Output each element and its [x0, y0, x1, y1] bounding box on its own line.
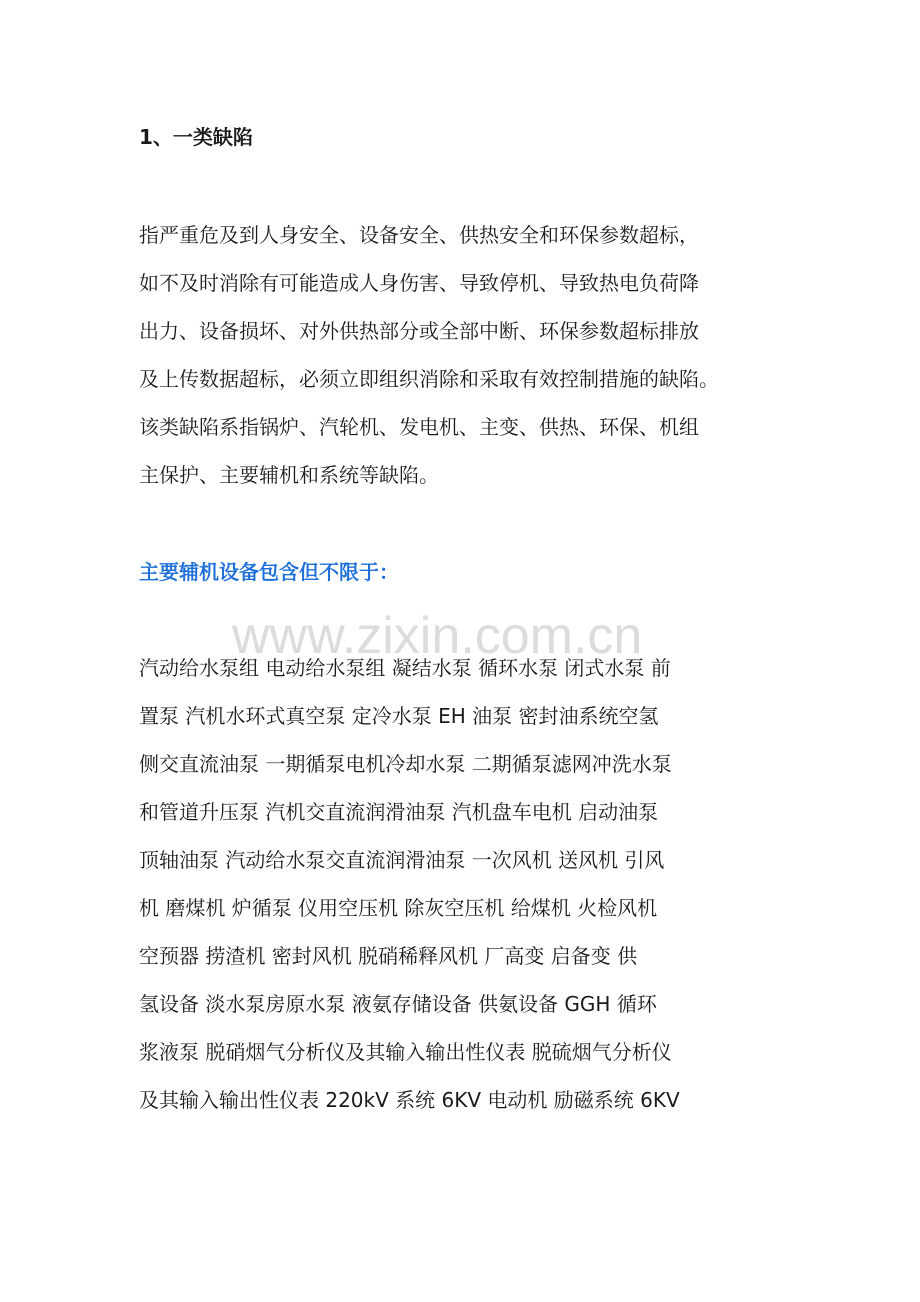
definition-line: 主保护、主要辅机和系统等缺陷。 [139, 463, 439, 487]
definition-line: 及上传数据超标，必须立即组织消除和采取有效控制措施的缺陷。 [139, 367, 719, 391]
equipment-line: 氢设备 淡水泵房原水泵 液氨存储设备 供氨设备 GGH 循环 [139, 992, 657, 1016]
definition-line: 出力、设备损坏、对外供热部分或全部中断、环保参数超标排放 [139, 319, 699, 343]
equipment-line: 汽动给水泵组 电动给水泵组 凝结水泵 循环水泵 闭式水泵 前 [139, 656, 671, 680]
equipment-line: 浆液泵 脱硝烟气分析仪及其输入输出性仪表 脱硫烟气分析仪 [139, 1040, 672, 1064]
equipment-line: 空预器 捞渣机 密封风机 脱硝稀释风机 厂高变 启备变 供 [139, 944, 638, 968]
equipment-line: 置泵 汽机水环式真空泵 定冷水泵 EH 油泵 密封油系统空氢 [139, 704, 659, 728]
watermark: www.zixin.com.cn [232, 607, 643, 665]
equipment-line: 顶轴油泵 汽动给水泵交直流润滑油泵 一次风机 送风机 引风 [139, 848, 665, 872]
definition-line: 该类缺陷系指锅炉、汽轮机、发电机、主变、供热、环保、机组 [139, 415, 699, 439]
equipment-list [139, 644, 799, 1124]
equipment-line: 及其输入输出性仪表 220kV 系统 6KV 电动机 励磁系统 6KV [139, 1088, 680, 1112]
equipment-line: 机 磨煤机 炉循泵 仪用空压机 除灰空压机 给煤机 火检风机 [139, 896, 658, 920]
section-heading: 1、一类缺陷 [139, 125, 253, 149]
equipment-line: 侧交直流油泵 一期循泵电机冷却水泵 二期循泵滤网冲洗水泵 [139, 752, 672, 776]
equipment-line: 和管道升压泵 汽机交直流润滑油泵 汽机盘车电机 启动油泵 [139, 800, 659, 824]
definition-line: 指严重危及到人身安全、设备安全、供热安全和环保参数超标， [139, 223, 699, 247]
equipment-subheading: 主要辅机设备包含但不限于： [139, 560, 399, 584]
definition-paragraph [139, 211, 799, 499]
definition-line: 如不及时消除有可能造成人身伤害、导致停机、导致热电负荷降 [139, 271, 699, 295]
